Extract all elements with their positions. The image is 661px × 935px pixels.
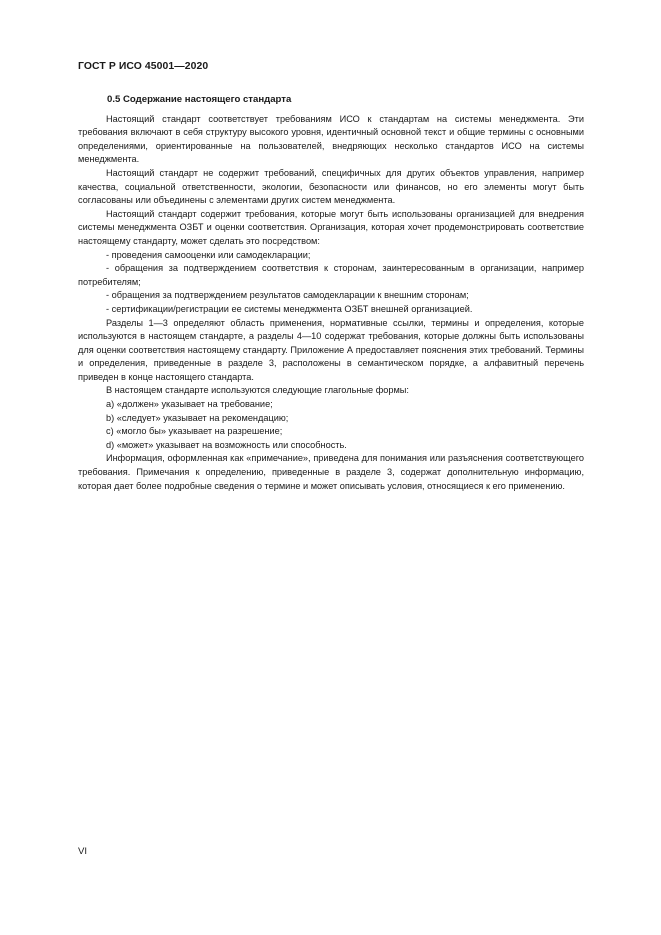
- page-content: [78, 93, 584, 493]
- verb-form-item: d) «может» указывает на возможность или способность.: [106, 439, 347, 450]
- section-title: 0.5 Содержание настоящего стандарта: [107, 94, 292, 105]
- page-number: VI: [78, 846, 88, 857]
- verb-form-item: c) «могло бы» указывает на разрешение;: [106, 426, 283, 437]
- paragraph-notes: Информация, оформленная как «примечание», приведена для понимания или разъяснения соответствующего требования. Примечания к определению, приведенные в разделе 3, содержат дополнительную информацию, которая дает более подробные сведения о термине и может описывать условия, относящиеся к его применению.: [78, 453, 584, 491]
- document-header: ГОСТ Р ИСО 45001—2020: [78, 61, 209, 72]
- list-item: - обращения за подтверждением результатов самодекларации к внешним сторонам;: [106, 290, 469, 301]
- paragraph-sections: Разделы 1—3 определяют область применения, нормативные ссылки, термины и определения, которые используются в настоящем стандарте, а разделы 4—10 содержат требования, которые должны быть использованы для оценки соответствия настоящему стандарту. Приложение А предоставляет пояснения этих требований. Термины и определения, приведенные в разделе 3, расположены в семантическом порядке, а алфавитный перечень приведен в конце настоящего стандарта.: [78, 317, 584, 382]
- paragraph-requirements: Настоящий стандарт содержит требования, которые могут быть использованы организацией для внедрения системы менеджмента ОЗБТ и оценки соответствия. Организация, которая хочет продемонстрировать соответствие настоящему стандарту, может сделать это посредством:: [78, 208, 584, 246]
- verb-form-item: a) «должен» указывает на требование;: [106, 399, 273, 410]
- paragraph-other-objects: Настоящий стандарт не содержит требований, специфичных для других объектов управления, например качества, социальной ответственности, экологии, безопасности или финансов, но его элементы могут быть согласованы или объединены с элементами других систем менеджмента.: [78, 167, 584, 206]
- verb-form-item: b) «следует» указывает на рекомендацию;: [106, 412, 289, 423]
- paragraph-verb-forms: В настоящем стандарте используются следующие глагольные формы:: [106, 385, 409, 396]
- paragraph-intro: Настоящий стандарт соответствует требованиям ИСО к стандартам на системы менеджмента. Эти требования включают в себя структуру высокого уровня, идентичный основной текст и общие термины с основными определениями, ориентированные на пользователей, внедряющих несколько стандартов ИСО на системы менеджмента.: [78, 113, 584, 165]
- list-item: - проведения самооценки или самодекларации;: [106, 249, 311, 260]
- list-item: - обращения за подтверждением соответствия к сторонам, заинтересованным в организации, например потребителям;: [78, 263, 584, 287]
- list-item: - сертификации/регистрации ее системы менеджмента ОЗБТ внешней организацией.: [106, 303, 473, 314]
